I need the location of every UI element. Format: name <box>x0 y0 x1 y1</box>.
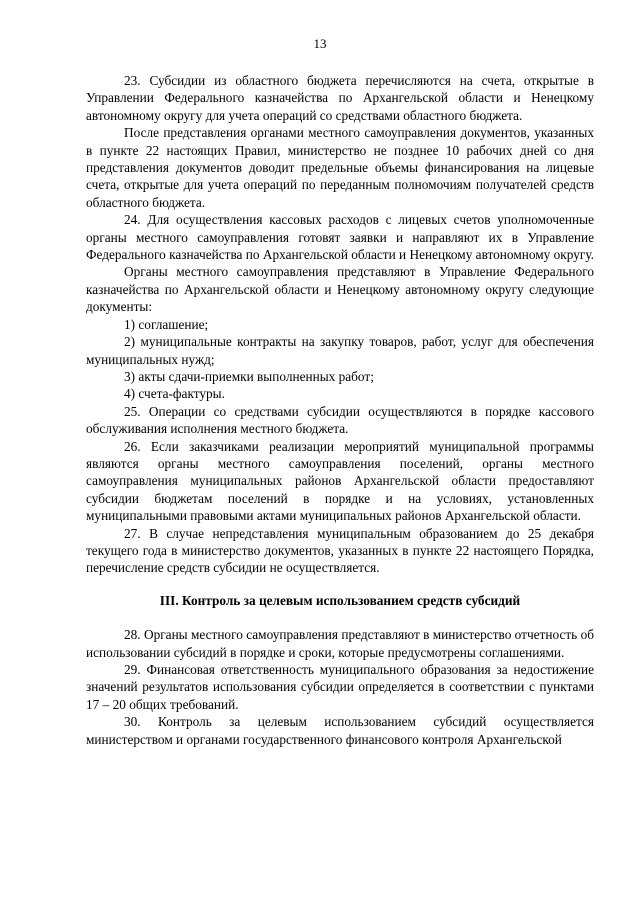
list-item-4: 4) счета-фактуры. <box>124 386 225 402</box>
paragraph-28: 28. Органы местного самоуправления представляют в министерство отчетность об использовании субсидий в порядке и сроки, которые предусмотрены соглашениями. <box>86 627 594 660</box>
paragraph-24-documents: Органы местного самоуправления представляют в Управление Федерального казначейства по Архангельской области и Ненецкому автономному округу следующие документы: <box>86 264 594 315</box>
page-number: 13 <box>313 36 327 51</box>
paragraph-29: 29. Финансовая ответственность муниципального образования за недостижение значений результатов использования субсидии определяется в соответствии с пунктами 17 – 20 общих требований. <box>86 662 594 712</box>
paragraph-25: 25. Операции со средствами субсидии осуществляются в порядке кассового обслуживания исполнения местного бюджета. <box>86 403 594 437</box>
section-heading: III. Контроль за целевым использованием средств субсидий <box>159 592 521 608</box>
list-item-1: 1) соглашение; <box>124 316 209 332</box>
list-item-3: 3) акты сдачи-приемки выполненных работ; <box>124 368 374 384</box>
document-body <box>86 72 594 748</box>
paragraph-30: 30. Контроль за целевым использованием субсидий осуществляется министерством и органами государственного финансового контроля Архангельской <box>86 714 594 747</box>
paragraph-24: 24. Для осуществления кассовых расходов с лицевых счетов уполномоченные органы местного самоуправления готовят заявки и направляют их в Управление Федерального казначейства по Архангельской области и Ненецкому автономному округу. <box>86 212 594 263</box>
paragraph-27: 27. В случае непредставления муниципальным образованием до 25 декабря текущего года в министерство документов, указанных в пункте 22 настоящего Порядка, перечисление средств субсидии не осуществляется. <box>86 525 594 576</box>
list-item-2: 2) муниципальные контракты на закупку товаров, работ, услуг для обеспечения муниципальных нужд; <box>86 334 594 367</box>
paragraph-26: 26. Если заказчиками реализации мероприятий муниципальной программы являются органы местного самоуправления поселений, органы местного самоуправления муниципальных районов Архангельской области предоставляют субсидии бюджетам поселений в порядке и на условиях, установленных муниципальными правовыми актами муниципальных районов Архангельской области. <box>86 438 594 524</box>
paragraph-23-continued: После представления органами местного самоуправления документов, указанных в пункте 22 настоящих Правил, министерство не позднее 10 рабочих дней со дня представления документов доводит предельные объемы финансирования на лицевые счета, открытые для учета операций по переданным полномочиям получателей средств областного бюджета. <box>86 125 594 210</box>
paragraph-23: 23. Субсидии из областного бюджета перечисляются на счета, открытые в Управлении Федерального казначейства по Архангельской области и Ненецкому автономному округу для учета операций со средствами областного бюджета. <box>86 73 594 123</box>
